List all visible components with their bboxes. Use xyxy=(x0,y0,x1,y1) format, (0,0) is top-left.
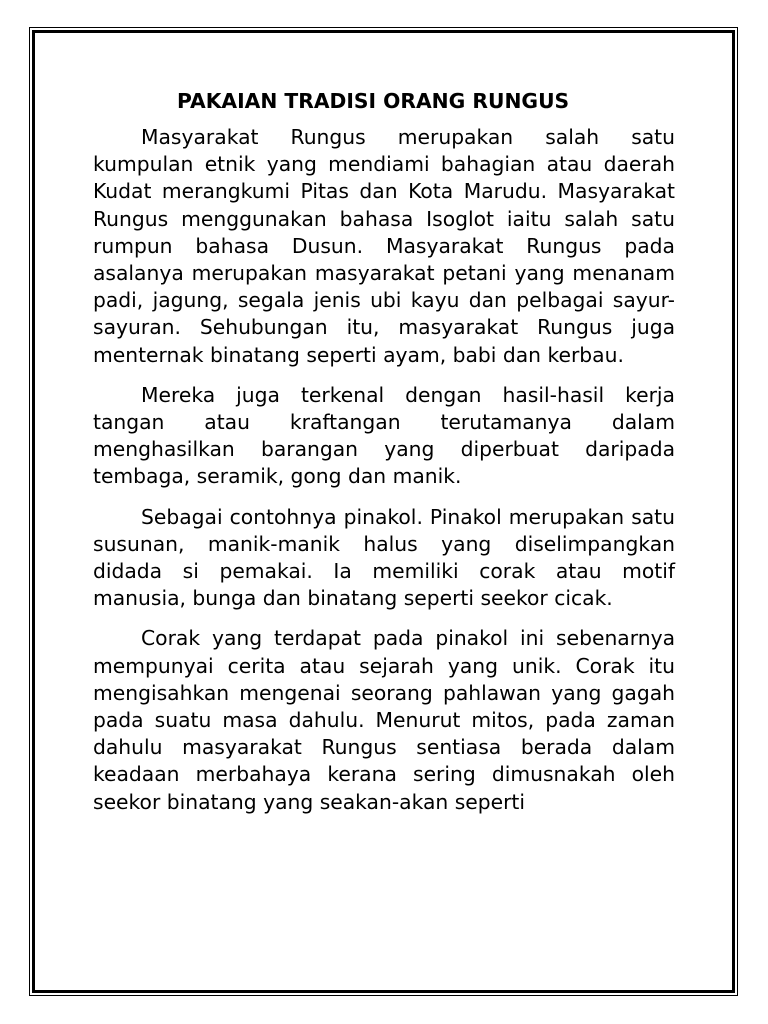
paragraph-4: Corak yang terdapat pada pinakol ini sebenarnya mempunyai cerita atau sejarah yang unik. Corak itu mengisahkan mengenai seorang pahlawan yang gagah pada suatu masa dahulu. Menurut mitos, pada zaman dahulu masyarakat Rungus sentiasa berada dalam keadaan merbahaya kerana sering dimusnakah oleh seekor binatang yang seakan-akan seperti xyxy=(93,626,675,814)
paragraph-2: Mereka juga terkenal dengan hasil-hasil kerja tangan atau kraftangan terutamanya dalam menghasilkan barangan yang diperbuat daripada tembaga, seramik, gong dan manik. xyxy=(93,382,675,489)
document-title: PAKAIAN TRADISI ORANG RUNGUS xyxy=(177,89,570,113)
paragraph-3: Sebagai contohnya pinakol. Pinakol merupakan satu susunan, manik-manik halus yang diselimpangkan didada si pemakai. Ia memiliki corak atau motif manusia, bunga dan binatang seperti seekor cicak. xyxy=(93,504,675,611)
paragraph-1: Masyarakat Rungus merupakan salah satu kumpulan etnik yang mendiami bahagian atau daerah Kudat merangkumi Pitas dan Kota Marudu. Masyarakat Rungus menggunakan bahasa Isoglot iaitu salah satu rumpun bahasa Dusun. Masyarakat Rungus pada asalanya merupakan masyarakat petani yang menanam padi, jagung, segala jenis ubi kayu dan pelbagai sayur-sayuran. Sehubungan itu, masyarakat Rungus juga menternak binatang seperti ayam, babi dan kerbau. xyxy=(93,125,675,367)
document-body xyxy=(93,84,675,829)
